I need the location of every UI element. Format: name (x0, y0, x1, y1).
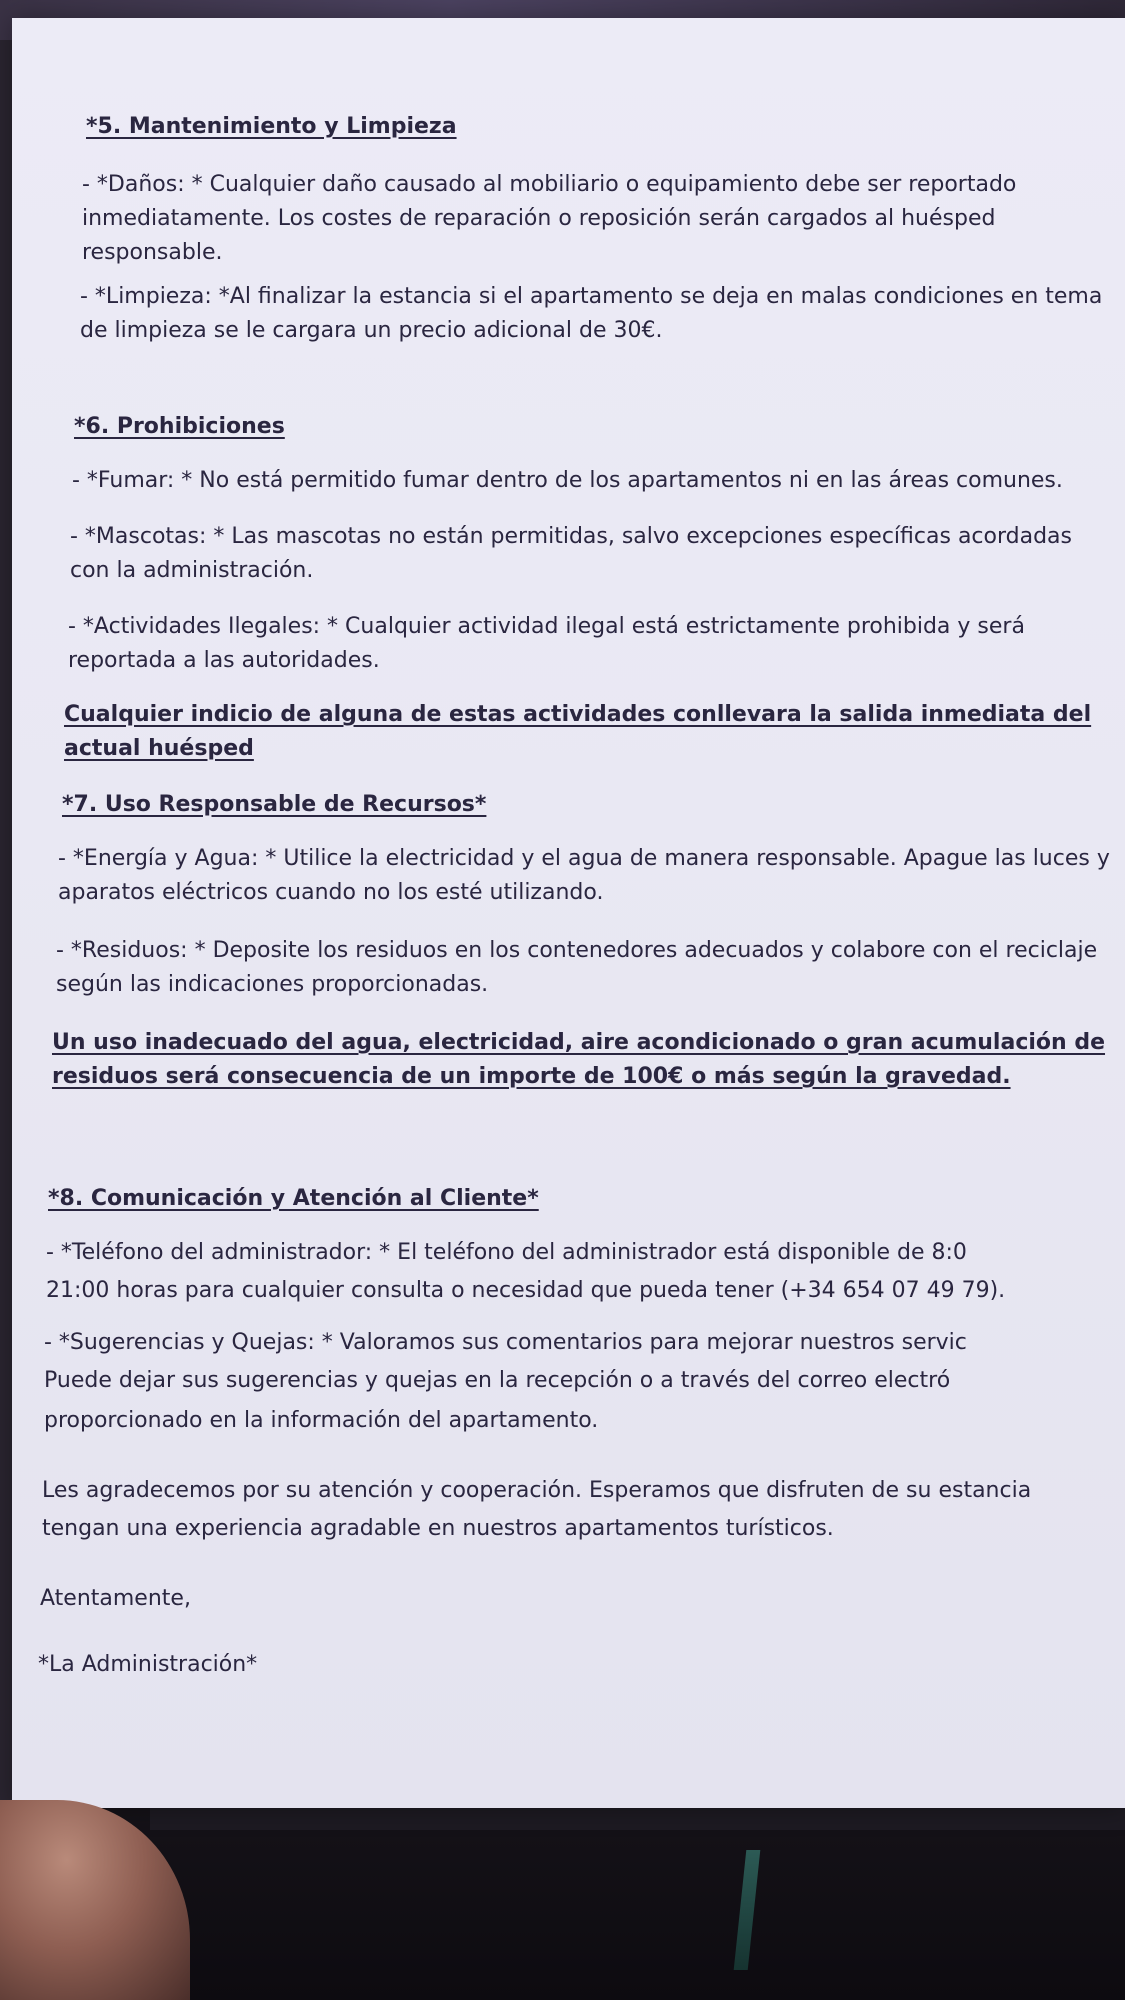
section-8-heading: *8. Comunicación y Atención al Cliente* (48, 1186, 539, 1211)
closing-signature: *La Administración* (38, 1652, 258, 1677)
section-8-item-phone-line2: 21:00 horas para cualquier consulta o necesidad que pueda tener (+34 654 07 49 79). (46, 1278, 1006, 1303)
table-edge (150, 1806, 1125, 1830)
section-5-heading: *5. Mantenimiento y Limpieza (86, 114, 457, 139)
section-6-warning: Cualquier indicio de alguna de estas actividades conllevara la salida inmediata del actual huésped (64, 702, 1092, 761)
section-7-item-waste: - *Residuos: * Deposite los residuos en los contenedores adecuados y colabore con el reciclaje según las indicaciones proporcionadas. (56, 938, 1098, 997)
closing-thanks-line2: tengan una experiencia agradable en nuestros apartamentos turísticos. (42, 1516, 834, 1541)
section-6-item-smoking: - *Fumar: * No está permitido fumar dentro de los apartamentos ni en las áreas comunes. (72, 468, 1063, 493)
closing-thanks-line1: Les agradecemos por su atención y cooperación. Esperamos que disfruten de su estancia (42, 1478, 1032, 1503)
section-5-item-damages: - *Daños: * Cualquier daño causado al mobiliario o equipamiento debe ser reportado inmediatamente. Los costes de reparación o reposición serán cargados al huésped responsable. (82, 172, 1017, 265)
closing-salutation: Atentamente, (40, 1586, 191, 1611)
section-7-heading: *7. Uso Responsable de Recursos* (62, 792, 487, 817)
section-8-item-suggestions-line3: proporcionado en la información del apartamento. (44, 1408, 599, 1433)
section-5-item-cleaning: - *Limpieza: *Al finalizar la estancia si el apartamento se deja en malas condiciones en tema de limpieza se le cargara un precio adicional de 30€. (80, 284, 1103, 343)
section-6-item-illegal: - *Actividades Ilegales: * Cualquier actividad ilegal está estrictamente prohibida y será reportada a las autoridades. (68, 614, 1025, 673)
section-6-item-pets: - *Mascotas: * Las mascotas no están permitidas, salvo excepciones específicas acordadas con la administración. (70, 524, 1072, 583)
document-page (12, 18, 1125, 1808)
section-8-item-phone-line1: - *Teléfono del administrador: * El teléfono del administrador está disponible de 8:0 (46, 1240, 967, 1265)
section-8-item-suggestions-line1: - *Sugerencias y Quejas: * Valoramos sus comentarios para mejorar nuestros servic (44, 1330, 967, 1355)
section-7-warning: Un uso inadecuado del agua, electricidad, aire acondicionado o gran acumulación de residuos será consecuencia de un importe de 100€ o más según la gravedad. (52, 1030, 1106, 1089)
section-6-heading: *6. Prohibiciones (74, 414, 285, 439)
section-7-item-energy: - *Energía y Agua: * Utilice la electricidad y el agua de manera responsable. Apague las luces y aparatos eléctricos cuando no los esté utilizando. (58, 846, 1110, 905)
section-8-item-suggestions-line2: Puede dejar sus sugerencias y quejas en la recepción o a través del correo electró (44, 1368, 951, 1393)
